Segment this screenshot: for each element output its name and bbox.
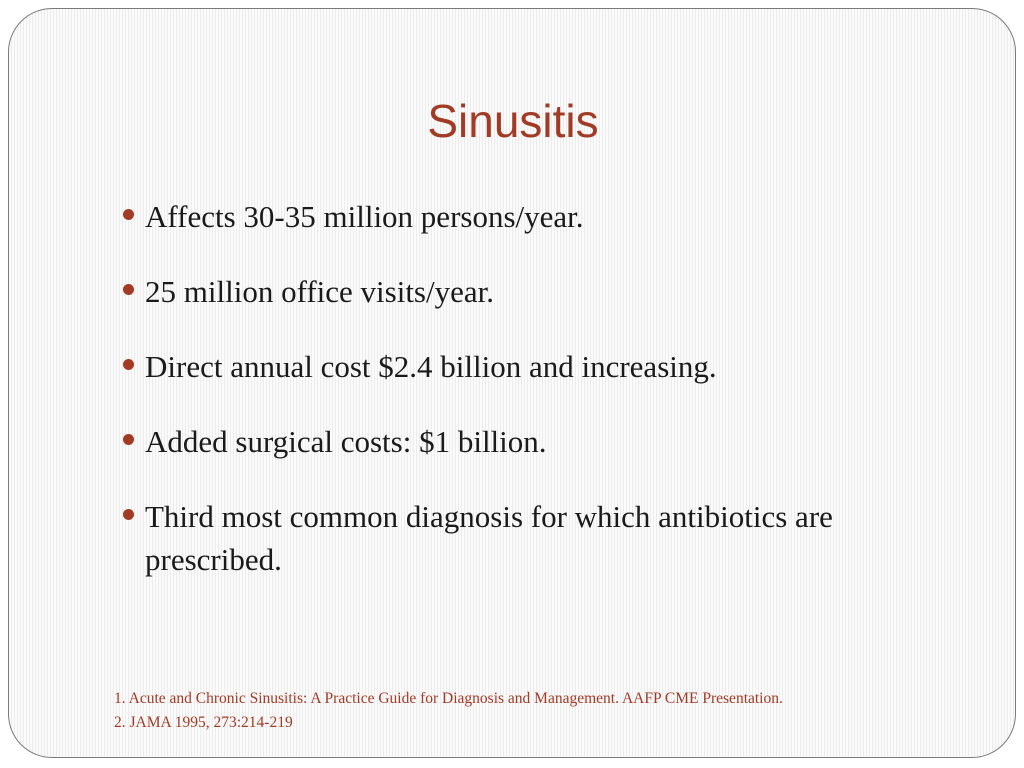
bullet-dot-icon — [123, 434, 134, 445]
bullet-text: 25 million office visits/year. — [145, 274, 494, 309]
reference-item: 1. Acute and Chronic Sinusitis: A Practice Guide for Diagnosis and Management. AAFP CME Presentation. — [114, 690, 783, 707]
reference-item: 2. JAMA 1995, 273:214-219 — [114, 714, 293, 731]
slide-frame — [8, 8, 1016, 758]
slide-title: Sinusitis — [427, 95, 599, 147]
bullet-text: Added surgical costs: $1 billion. — [145, 424, 547, 459]
bullet-text: Third most common diagnosis for which antibiotics are prescribed. — [145, 499, 833, 577]
bullet-item — [113, 195, 973, 238]
bullet-dot-icon — [123, 509, 134, 520]
bullet-text: Direct annual cost $2.4 billion and increasing. — [145, 349, 717, 384]
bullet-dot-icon — [123, 209, 134, 220]
bullet-item — [113, 345, 973, 388]
bullet-item — [113, 420, 973, 463]
bullet-dot-icon — [123, 359, 134, 370]
bullet-dot-icon — [123, 284, 134, 295]
bullet-list — [113, 195, 973, 613]
bullet-item — [113, 495, 973, 581]
references — [114, 687, 994, 735]
bullet-text: Affects 30-35 million persons/year. — [145, 199, 584, 234]
bullet-item — [113, 270, 973, 313]
